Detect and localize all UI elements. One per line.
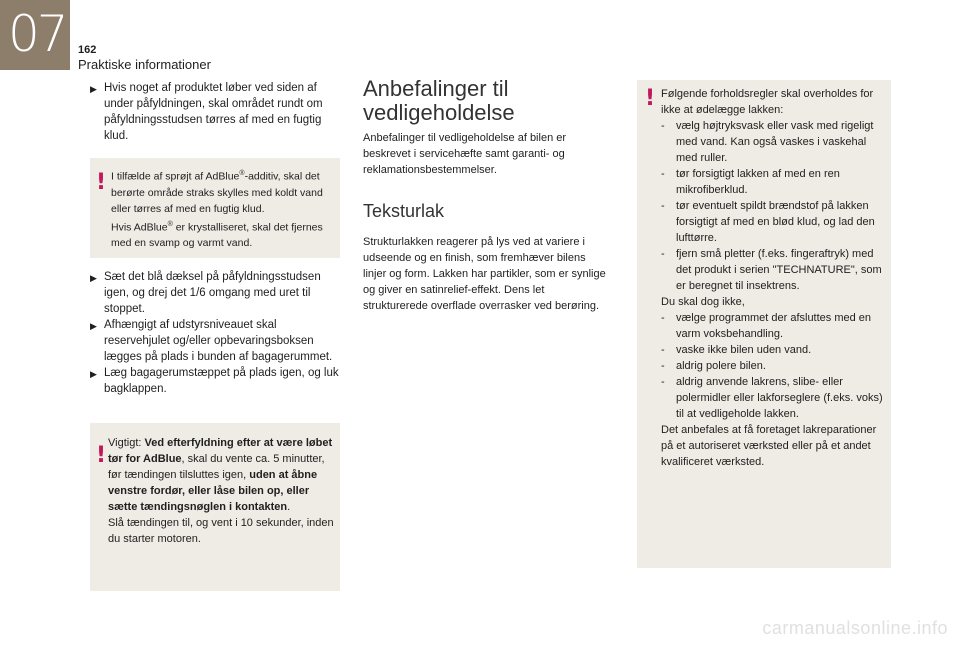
- arrow-right-icon: ▶: [90, 84, 97, 94]
- list-item: - tør eventuelt spildt brændstof på lakken forsigtigt af med en blød klud, og lad den lufttørre.: [661, 200, 875, 244]
- list-item: - vælg højtryksvask eller vask med rigeligt med vand. Kan også vaskes i vaskehal med ruller.: [661, 120, 874, 164]
- page-number: 162: [78, 44, 97, 56]
- warning-text: Vigtigt: Ved efterfyldning efter at være løbet tør for AdBlue, skal du vente ca. 5 minutter, før tændingen tilsluttes igen, uden at åbne venstre fordør, eller låse bilen op, eller sætte tændingsnøglen i kontakten. Slå tændingen til, og vent i 10 sekunder, inden du starter motoren.: [108, 437, 334, 545]
- chapter-number: 07: [8, 5, 66, 63]
- list-item: - vælge programmet der afsluttes med en varm voksbehandling.: [661, 312, 872, 340]
- exclamation-icon: !: [96, 170, 107, 195]
- list-item: ▶ Afhængigt af udstyrsniveauet skal reservehjulet og/eller opbevaringsboksen lægges på plads i bunden af bagagerummet.: [90, 319, 333, 363]
- body-paragraph: Strukturlakken reagerer på lys ved at variere i udseende og en finish, som fremhæver bilens linjer og form. Lakken har partikler, som er synlige og giver en satinrelief-effekt. Dens let strukturerede overflade overrasker ved berøring.: [363, 236, 606, 312]
- list-item: ▶ Læg bagagerumstæppet på plads igen, og luk bagklappen.: [90, 367, 339, 395]
- exclamation-icon: !: [96, 443, 107, 468]
- list-item: - fjern små pletter (f.eks. fingeraftryk) med det produkt i serien "TECHNATURE", som er beregnet til insektrens.: [661, 248, 882, 292]
- warning-text: Følgende forholdsregler skal overholdes for ikke at ødelægge lakken: - vælg højtryksvask eller vask med rigeligt med vand. Kan også vaskes i vaskehal med ruller. - tør forsigtigt lakken af med en ren mikrofiberklud. - tør eventuelt spildt brændstof på lakken forsigtigt af med en blød klud, og lad den lufttørre. - fjern små pletter (f.eks. fingeraftryk) med det produkt i serien "TECHNATURE", som er beregnet til insektrens. Du skal dog ikke, - vælge programmet der afsluttes med en varm voksbehandling. - vaske ikke bilen uden vand. - aldrig polere bilen. - aldrig anvende lakrens, slibe- eller polermidler eller lakforseglere (f.eks. voks) til at vedligeholde lakken. Det anbefales at få foretaget lakreparationer på et autoriseret værksted eller på et andet kvalificeret værksted.: [661, 86, 887, 470]
- list-item: ▶ Hvis noget af produktet løber ved siden af under påfyldningen, skal området rundt om påfyldningsstudsen tørres af med en fugtig klud.: [90, 82, 323, 142]
- warning-text: I tilfælde af sprøjt af AdBlue®-additiv, skal det berørte område straks skylles med koldt vand eller tørres af med en fugtig klud. Hvis AdBlue® er krystalliseret, skal det fjernes med en svamp og varmt vand.: [111, 170, 323, 249]
- arrow-right-icon: ▶: [90, 369, 97, 379]
- list-item: - aldrig polere bilen.: [661, 360, 766, 372]
- list-item: - vaske ikke bilen uden vand.: [661, 344, 812, 356]
- chapter-tab: [0, 0, 70, 70]
- warning-box-refill: [90, 423, 340, 591]
- page-title: Anbefalinger til vedligeholdelse: [363, 76, 515, 125]
- warning-box-paint-care: [637, 80, 891, 568]
- list-item: - tør forsigtigt lakken af med en ren mikrofiberklud.: [661, 168, 840, 196]
- section-title: Praktiske informationer: [78, 57, 211, 72]
- bullet-list-top: [90, 80, 340, 144]
- bullet-list-steps: [90, 269, 340, 397]
- arrow-right-icon: ▶: [90, 273, 97, 283]
- list-item: ▶ Sæt det blå dæksel på påfyldningsstudsen igen, og drej det 1/6 omgang med uret til stoppet.: [90, 271, 321, 315]
- list-item: - aldrig anvende lakrens, slibe- eller polermidler eller lakforseglere (f.eks. voks) til at vedligeholde lakken.: [661, 376, 883, 420]
- warning-box-adblue-spill: [90, 158, 340, 258]
- subtitle: Teksturlak: [363, 201, 445, 221]
- watermark: carmanualsonline.info: [762, 618, 948, 638]
- exclamation-icon: !: [645, 86, 656, 111]
- intro-paragraph: Anbefalinger til vedligeholdelse af bilen er beskrevet i servicehæfte samt garanti- og reklamationsbestemmelser.: [363, 132, 567, 176]
- arrow-right-icon: ▶: [90, 321, 97, 331]
